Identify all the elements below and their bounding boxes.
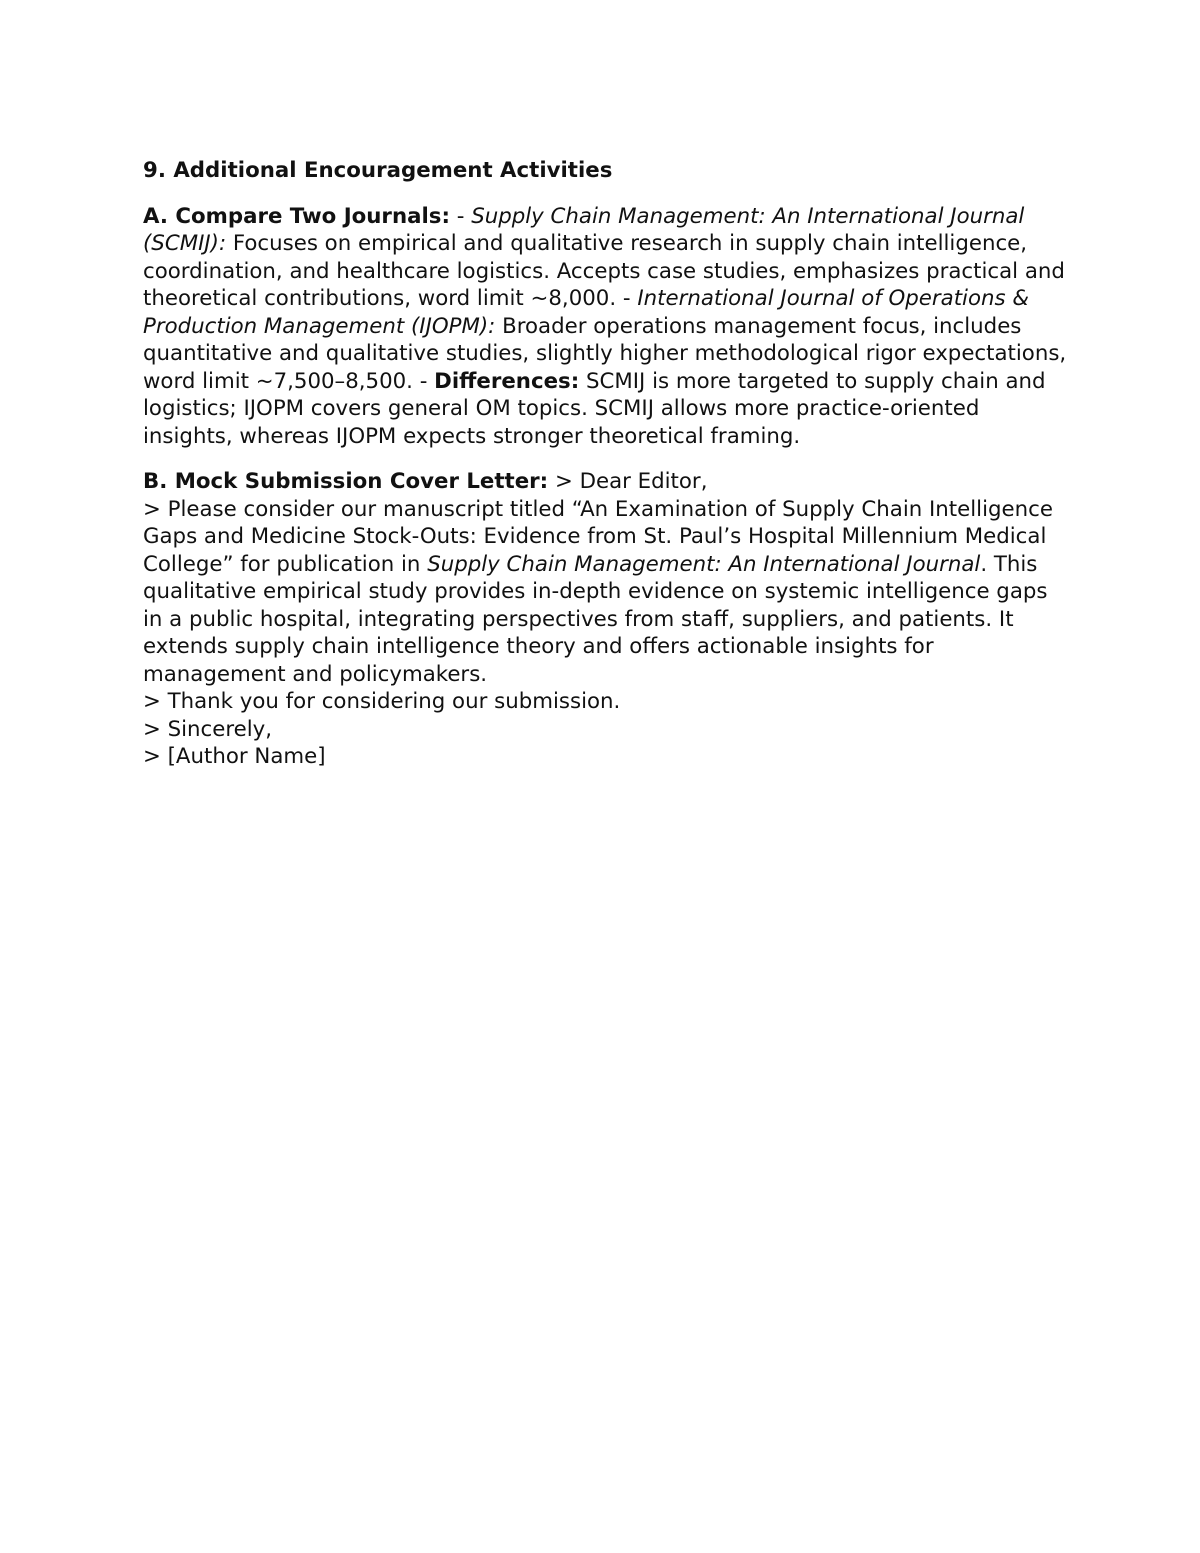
cover-letter-signature: > [Author Name] [143,744,326,769]
compare-journals-label: A. Compare Two Journals: [143,203,450,229]
compare-dash-1: - [449,203,472,229]
compare-dash-3: - [412,368,435,394]
journal-1-name: Supply Chain Management: An International Journal (SCMIJ): [143,203,1025,256]
journal-2-description: Broader operations management focus, includes quantitative and qualitative studies, slightly higher methodological rigor expectations, word limit ~7,500–8,500. [143,313,1067,394]
compare-journals-paragraph [143,203,1073,451]
cover-letter-body-end: . This qualitative empirical study provides in-depth evidence on systemic intelligence gaps in a public hospital, integrating perspectives from staff, suppliers, and patients. It extends supply chain intelligence theory and offers actionable insights for management and policymakers. [143,551,1048,687]
differences-description: SCMIJ is more targeted to supply chain and logistics; IJOPM covers general OM topics. SCMIJ allows more practice-oriented insights, whereas IJOPM expects stronger theoretical framing. [143,368,1046,449]
cover-letter-first-line [143,468,1073,496]
cover-letter-body-start: > Please consider our manuscript titled “An Examination of Supply Chain Intelligence Gaps and Medicine Stock-Outs: Evidence from St. Paul’s Hospital Millennium Medical College” for publication in [143,496,1053,577]
cover-letter-body [143,496,1073,689]
cover-letter-closing: > Sincerely, [143,716,273,742]
section-heading: 9. Additional Encouragement Activities [143,158,613,183]
journal-1-description: Focuses on empirical and qualitative research in supply chain intelligence, coordination, and healthcare logistics. Accepts case studies, emphasizes practical and theoretical contributions, word limit ~8,000. [143,231,1065,311]
cover-letter-greeting: > Dear Editor, [548,469,708,494]
differences-label: Differences: [434,368,580,394]
document-body [143,157,1073,771]
cover-letter [143,468,1073,771]
cover-letter-thanks: > Thank you for considering our submission. [143,689,621,714]
cover-letter-label: B. Mock Submission Cover Letter: [143,469,549,494]
compare-dash-2: - [616,286,638,311]
journal-2-name: International Journal of Operations & Production Management (IJOPM): [143,286,1029,339]
cover-letter-journal-name: Supply Chain Management: An International Journal [427,551,981,577]
